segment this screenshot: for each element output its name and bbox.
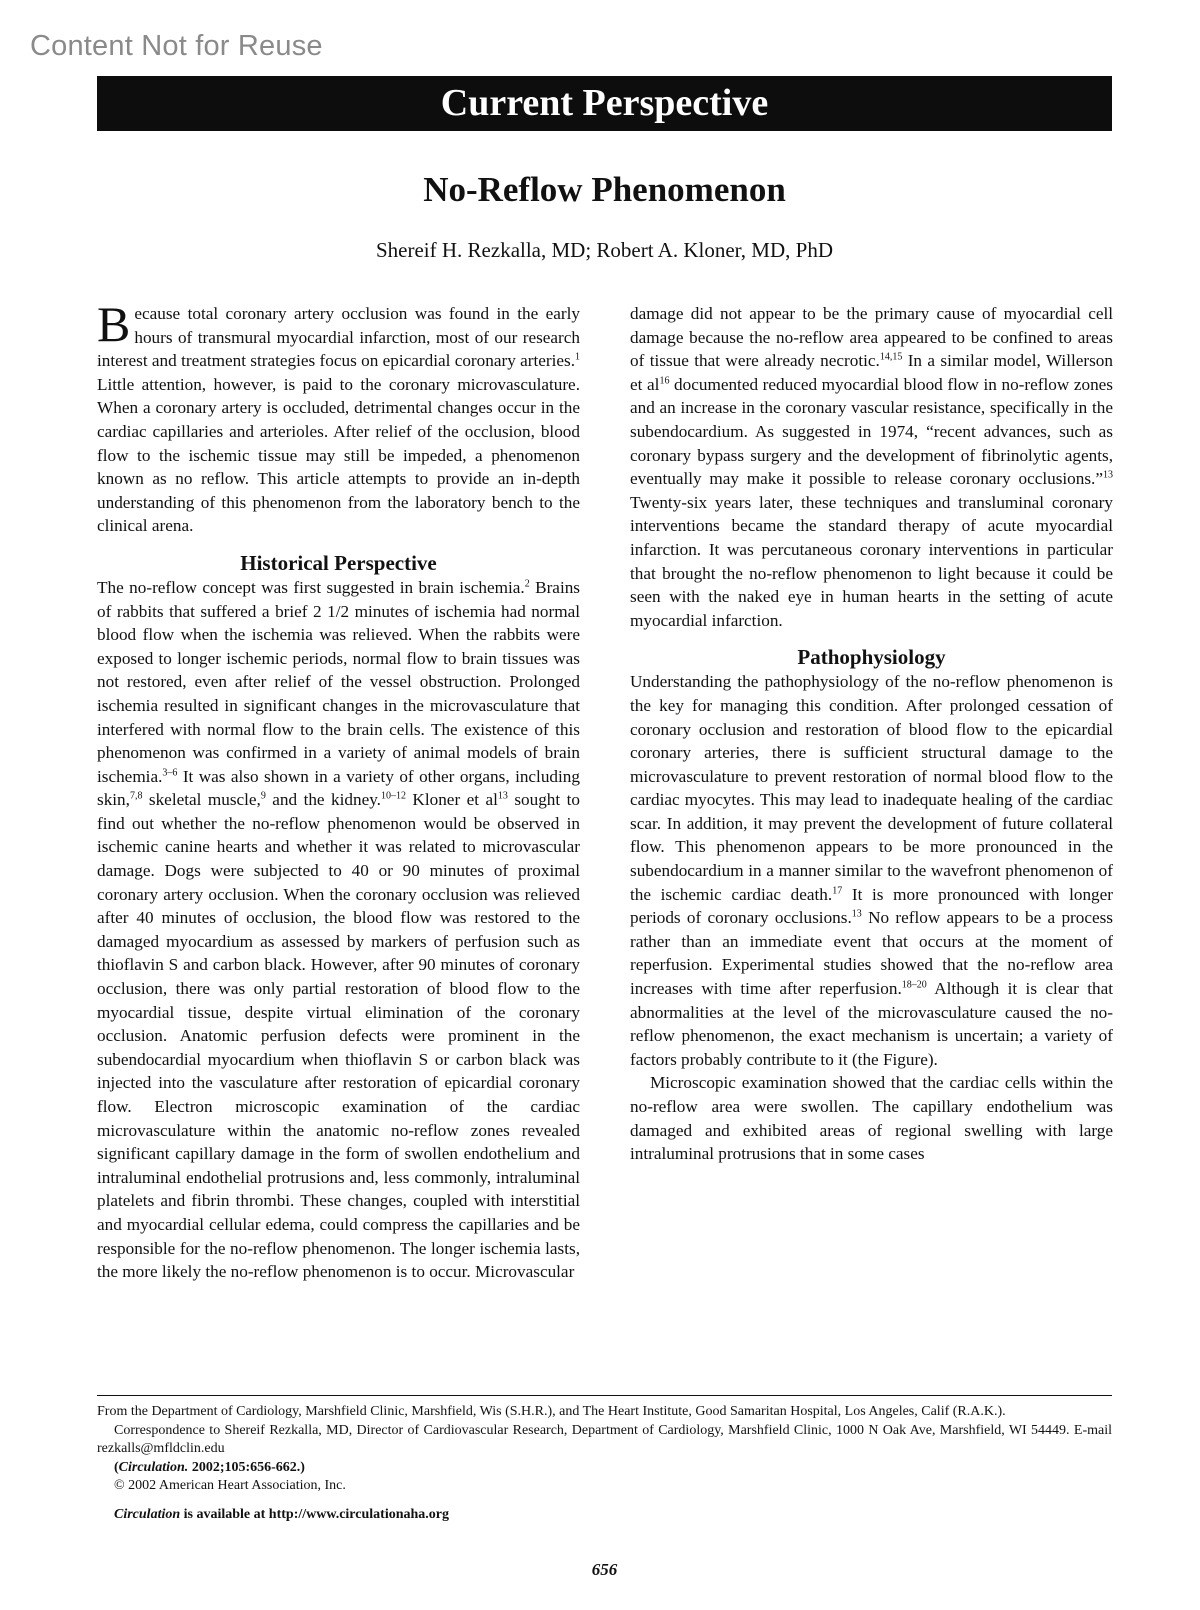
availability-note: Circulation is available at http://www.circulationaha.org	[114, 1506, 449, 1522]
footnote-divider	[97, 1395, 1112, 1396]
drop-cap: B	[97, 296, 131, 352]
historical-paragraph-continued: damage did not appear to be the primary cause of myocardial cell damage because the no-reflow area appeared to be confined to areas of tissue that were already necrotic.$^{14,15}$ In a similar model, Willerson et $al^{16}$ documented reduced myocardial blood flow in no-reflow zones and an increase in the coronary vascular resistance, specifically in the subendocardium. As suggested in 1974, “recent advances, such as coronary bypass surgery and the development of fibrinolytic agents, eventually may make it possible to release coronary occlusions.”$^{13}$ Twenty-six years later, these techniques and transluminal coronary interventions became the standard therapy of acute myocardial infarction. It was percutaneous coronary interventions in particular that brought the no-reflow phenomenon to light because it could be seen with the naked eye in human hearts in the setting of acute myocardial infarction.	[630, 304, 1113, 630]
article-title: No-Reflow Phenomenon	[423, 170, 786, 209]
footnotes	[97, 1403, 1112, 1524]
citation-ref: 9	[260, 790, 266, 802]
left-column	[97, 296, 580, 1284]
heading-pathophysiology: Pathophysiology	[797, 645, 946, 670]
copyright-note: © 2002 American Heart Association, Inc.	[114, 1478, 346, 1493]
affiliation-note: From the Department of Cardiology, Marshfield Clinic, Marshfield, Wis (S.H.R.), and The Heart Institute, Good Samaritan Hospital, Los Angeles, Calif (R.A.K.).	[97, 1404, 1006, 1419]
citation-ref: 3–6	[162, 766, 178, 778]
citation-ref: 10–12	[380, 790, 406, 802]
citation-ref: 13	[851, 908, 862, 920]
author-list: Shereif H. Rezkalla, MD; Robert A. Kloner, MD, PhD	[375, 238, 833, 262]
watermark: Content Not for Reuse	[30, 30, 323, 62]
citation-note: (Circulation. 2002;105:656-662.)	[114, 1459, 305, 1475]
citation-ref: 7,8	[129, 790, 143, 802]
citation-ref: 2	[524, 578, 530, 590]
citation-ref: 17	[832, 884, 843, 896]
right-column	[630, 302, 1113, 1166]
pathophysiology-paragraph: Understanding the pathophysiology of the no-reflow phenomenon is the key for managing this condition. After prolonged cessation of coronary occlusion and restoration of blood flow to the epicardial coronary arteries, there is sufficient structural damage to the microvasculature to prevent restoration of normal blood flow to the cardiac myocytes. This may lead to inadequate healing of the cardiac scar. In addition, it may prevent the development of future collateral flow. This phenomenon appears to be more pronounced in the subendocardium in a manner similar to the wavefront phenomenon of the ischemic cardiac death.$^{17}$ It is more pronounced with longer periods of coronary occlusions.$^{13}$ No reflow appears to be a process rather than an immediate event that occurs at the moment of reperfusion. Experimental studies showed that the no-reflow area increases with time after reperfusion.$^{18-20}$ Although it is clear that abnormalities at the level of the microvasculature caused the no-reflow phenomenon, the exact mechanism is uncertain; a variety of factors probably contribute to it (the Figure).	[630, 672, 1113, 1069]
citation-ref: 14,15	[879, 351, 903, 363]
citation-ref: 13	[497, 790, 508, 802]
citation-ref: 1	[575, 351, 580, 363]
citation-ref: 16	[659, 375, 670, 387]
citation-ref: 18–20	[901, 979, 927, 991]
page-number: 656	[591, 1560, 618, 1579]
historical-paragraph: The no-reflow concept was first suggested in brain ischemia.$^2$ Brains of rabbits that suffered a brief 2 1/2 minutes of ischemia had normal blood flow when the ischemia was relieved. When the rabbits were exposed to longer ischemic periods, normal flow to brain tissues was not restored, even after relief of the vessel obstruction. Prolonged ischemia resulted in significant changes in the microvasculature that interfered with normal flow to the brain cells. The existence of this phenomenon was confirmed in a variety of animal models of brain ischemia.$^{3-6}$ It was also shown in a variety of other organs, including skin,$^{7,8}$ skeletal muscle,$^9$ and the kidney.$^{10-12}$ Kloner et $al^{13}$ sought to find out whether the no-reflow phenomenon would be observed in ischemic canine hearts and whether it was related to microvascular damage. Dogs were subjected to 40 or 90 minutes of proximal coronary artery occlusion. When the coronary occlusion was relieved after 40 minutes of occlusion, the blood flow was restored to the damaged myocardium as assessed by markers of perfusion such as thioflavin S and carbon black. However, after 90 minutes of coronary occlusion, there was only partial restoration of blood flow to the myocardial tissue, despite virtual elimination of the coronary occlusion. Anatomic perfusion defects were prominent in the subendocardial myocardium when thioflavin S or carbon black was injected into the vasculature after restoration of epicardial coronary flow. Electron microscopic examination of the cardiac microvasculature within the anatomic no-reflow zones revealed significant capillary damage in the form of swollen endothelium and intraluminal endothelial protrusions and, less commonly, intraluminal platelets and fibrin thrombi. These changes, coupled with interstitial and myocardial cellular edema, could compress the capillaries and be responsible for the no-reflow phenomenon. The longer ischemia lasts, the more likely the no-reflow phenomenon is to occur. Microvascular	[97, 577, 580, 1282]
intro-paragraph: Because total coronary artery occlusion was found in the early hours of transmural myocardial infarction, most of our research interest and treatment strategies focus on epicardial coronary arteries.$^1$ Little attention, however, is paid to the coronary microvasculature. When a coronary artery is occluded, detrimental changes occur in the cardiac capillaries and arterioles. After relief of the occlusion, blood flow to the ischemic tissue may still be impeded, a phenomenon known as no reflow. This article attempts to provide an in-depth understanding of this phenomenon from the laboratory bench to the clinical arena.	[97, 296, 580, 536]
citation-ref: 13	[1103, 469, 1113, 481]
correspondence-note: Correspondence to Shereif Rezkalla, MD, Director of Cardiovascular Research, Department of Cardiology, Marshfield Clinic, 1000 N Oak Ave, Marshfield, WI 54449. E-mail rezkalls@mfldclin.edu	[97, 1422, 1112, 1456]
section-banner: Current Perspective	[97, 76, 1112, 131]
heading-historical-perspective: Historical Perspective	[240, 550, 437, 575]
pathophysiology-paragraph-2: Microscopic examination showed that the cardiac cells within the no-reflow area were swollen. The capillary endothelium was damaged and exhibited areas of regional swelling with large intraluminal protrusions that in some cases	[630, 1073, 1113, 1164]
